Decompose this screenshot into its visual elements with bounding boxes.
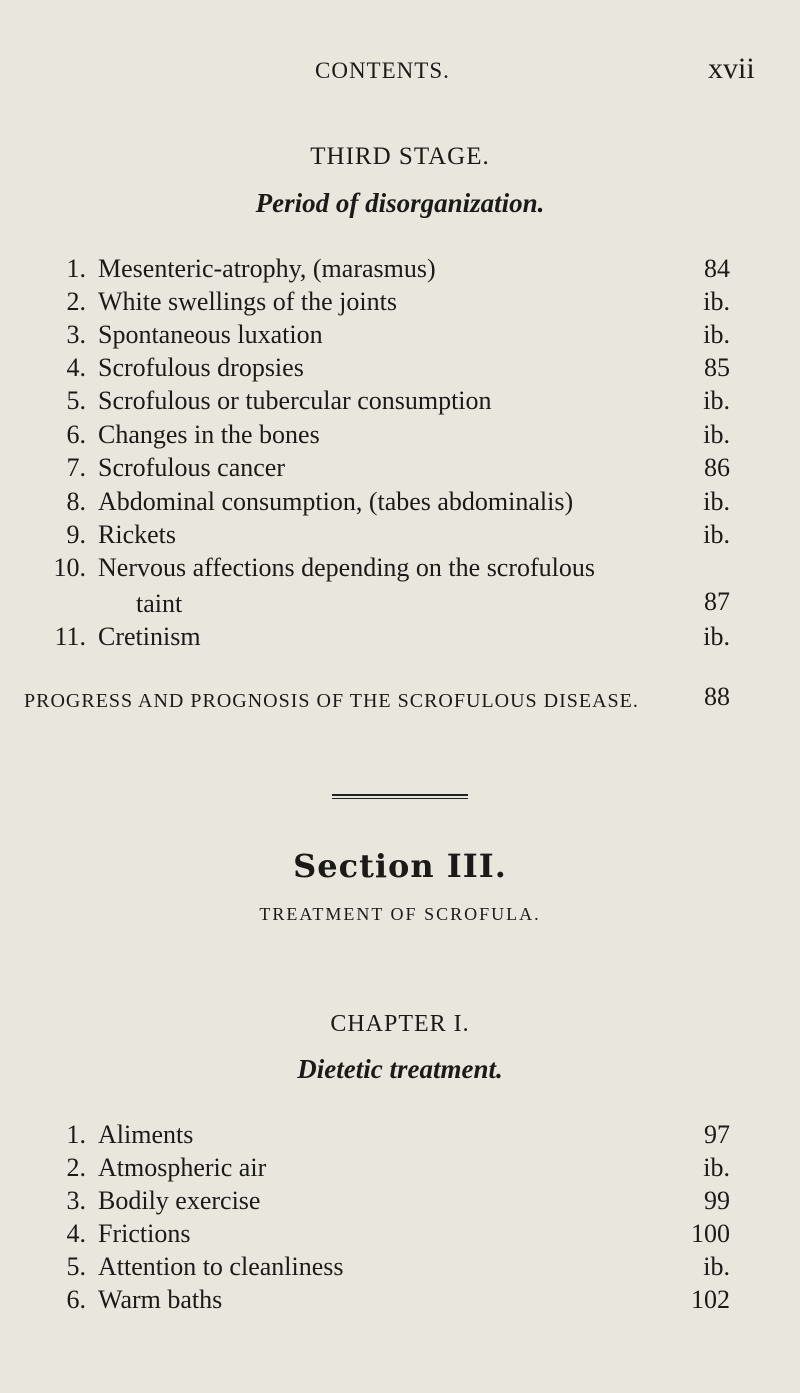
entry-number: 2. [66,1153,86,1182]
section-title: TREATMENT OF SCROFULA. [259,904,541,924]
toc-entry[interactable] [0,1186,800,1220]
section-heading: Section III. [293,847,507,885]
entry-number: 8. [66,487,86,516]
toc-entry[interactable] [0,453,800,487]
entry-page: ib. [703,287,730,316]
entry-label: Changes in the bones [98,420,320,449]
entry-label: Mesenteric-atrophy, (marasmus) [98,254,436,283]
entry-number: 9. [66,520,86,549]
entry-page: ib. [703,520,730,549]
toc-entry[interactable] [0,254,800,288]
toc-entry[interactable] [0,1219,800,1253]
toc-entry[interactable] [0,1120,800,1154]
entry-number: 5. [66,1252,86,1281]
entry-label: Rickets [98,520,176,549]
entry-number: 11. [54,622,86,651]
entry-number: 1. [66,1120,86,1149]
entry-number: 3. [66,320,86,349]
toc-entry[interactable] [0,386,800,420]
entry-page: ib. [703,487,730,516]
toc-entry[interactable] [0,420,800,454]
chapter-title: CHAPTER I. [330,1011,470,1037]
toc-entry[interactable] [0,487,800,521]
entry-label: White swellings of the joints [98,287,397,316]
entry-page: 100 [691,1219,730,1248]
entry-number: 2. [66,287,86,316]
entry-page: 85 [704,353,730,382]
chapter-subtitle: Dietetic treatment. [297,1054,503,1084]
toc-entry[interactable] [0,1285,800,1319]
progress-prognosis-page: 88 [704,682,730,711]
entry-page: ib. [703,320,730,349]
toc-entry[interactable] [0,622,800,656]
entry-label: Scrofulous dropsies [98,353,304,382]
progress-prognosis-entry[interactable]: PROGRESS AND PROGNOSIS OF THE SCROFULOUS DISEASE. [24,690,639,712]
entry-page: ib. [703,1252,730,1281]
entry-number: 1. [66,254,86,283]
entry-label: Scrofulous or tubercular consumption [98,386,492,415]
entry-label: Attention to cleanliness [98,1252,344,1281]
entry-page: ib. [703,420,730,449]
entry-label: Abdominal consumption, (tabes abdominalis) [98,487,574,516]
entry-label: Atmospheric air [98,1153,267,1182]
running-head: CONTENTS. [315,58,450,83]
page-number: xvii [708,52,755,85]
entry-label: Cretinism [98,622,201,651]
stage-title: THIRD STAGE. [310,143,490,170]
toc-entry[interactable] [0,1252,800,1286]
entry-label: Nervous affections depending on the scrofulous [98,553,596,582]
entry-number: 5. [66,386,86,415]
toc-entry[interactable] [0,353,800,387]
entry-page: 84 [704,254,730,283]
toc-entry[interactable] [0,520,800,554]
entry-label: Bodily exercise [98,1186,261,1215]
entry-label: Frictions [98,1219,191,1248]
entry-number: 3. [66,1186,86,1215]
section-divider [332,794,468,799]
entry-page: 99 [704,1186,730,1215]
entry-number: 6. [66,1285,86,1314]
entry-page: 86 [704,453,730,482]
entry-number: 4. [66,353,86,382]
entry-continuation-page: 87 [704,587,730,616]
entry-page: 102 [691,1285,730,1314]
entry-number: 4. [66,1219,86,1248]
toc-entry[interactable] [0,320,800,354]
entry-page: ib. [703,1153,730,1182]
entry-page: ib. [703,622,730,651]
toc-entry[interactable] [0,287,800,321]
entry-label: Spontaneous luxation [98,320,323,349]
period-subtitle: Period of disorganization. [255,188,545,218]
entry-continuation-label: taint [136,589,183,618]
entry-number: 6. [66,420,86,449]
entry-label: Aliments [98,1120,194,1149]
toc-entry[interactable] [0,553,800,587]
entry-label: Warm baths [98,1285,223,1314]
entry-page: ib. [703,386,730,415]
entry-label: Scrofulous cancer [98,453,285,482]
toc-entry[interactable] [0,1153,800,1187]
entry-number: 10. [53,553,86,582]
entry-page: 97 [704,1120,730,1149]
entry-number: 7. [66,453,86,482]
